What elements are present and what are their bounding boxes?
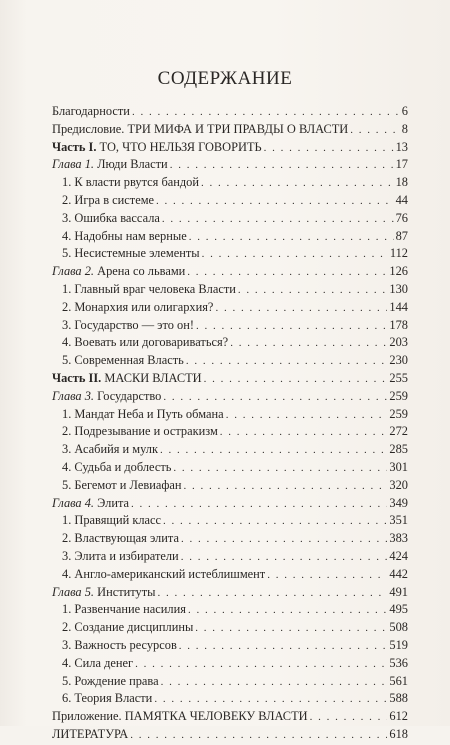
toc-subentry (52, 673, 408, 691)
toc-page-number: 508 (389, 620, 408, 635)
toc-entry-label (62, 174, 199, 192)
toc-subentry (52, 548, 408, 566)
toc-entry-label (52, 726, 128, 744)
toc-entry-text: 1. Правящий класс (62, 513, 162, 528)
toc-entry-text: 3. Важность ресурсов (62, 637, 177, 652)
toc-entry-text: 4. Надобны нам верные (62, 228, 187, 243)
toc-entry-text: 2. Подрезывание и остракизм (62, 424, 218, 439)
toc-subentry (52, 281, 408, 299)
toc-entry-text: 1. Мандат Неба и Путь обмана (62, 406, 224, 421)
toc-part (52, 370, 408, 388)
toc-subentry (52, 406, 408, 424)
toc-leader-dots (162, 211, 394, 229)
toc-chapter (52, 495, 408, 513)
toc-subentry (52, 441, 408, 459)
toc-entry-label (52, 708, 308, 726)
toc-page-number: 588 (389, 691, 408, 706)
toc-subentry (52, 174, 408, 192)
toc-page-number: 351 (389, 513, 408, 528)
toc-entry-text: 5. Современная Власть (62, 353, 184, 368)
toc-page-number: 130 (389, 281, 408, 296)
toc-page-number: 203 (389, 335, 408, 350)
toc-leader-dots (135, 656, 387, 674)
toc-leader-dots (154, 691, 387, 709)
toc-page-number: 561 (389, 673, 408, 688)
toc-entry-text: 1. Развенчание насилия (62, 602, 186, 617)
toc-entry-label (62, 423, 218, 441)
toc-leader-dots (163, 389, 387, 407)
toc-entry-text: 4. Воевать или договариваться? (62, 335, 229, 350)
toc-page-number: 178 (389, 317, 408, 332)
toc-subentry (52, 566, 408, 584)
toc-entry-label (52, 388, 161, 406)
toc-entry-text: ЛИТЕРАТУРА (52, 726, 129, 741)
toc-entry-label (62, 637, 177, 655)
toc-chapter (52, 156, 408, 174)
toc-entry-label (52, 263, 185, 281)
toc-page-number: 383 (389, 531, 408, 546)
toc-entry-text: МАСКИ ВЛАСТИ (101, 370, 202, 385)
toc-page-number: 424 (389, 548, 408, 563)
toc-entry (52, 708, 408, 726)
toc-leader-dots (230, 335, 387, 353)
toc-entry-label (52, 495, 129, 513)
toc-entry-label (62, 210, 160, 228)
toc-leader-dots (310, 709, 388, 727)
toc-subentry (52, 423, 408, 441)
toc-page-number: 44 (395, 192, 408, 207)
toc-entry-text: 2. Создание дисциплины (62, 620, 194, 635)
toc-entry-text: 3. Асабийя и мулк (62, 442, 158, 457)
toc-page-number: 259 (389, 406, 408, 421)
toc-entry-label (62, 334, 228, 352)
toc-page-number: 519 (389, 637, 408, 652)
toc-entry-label (62, 601, 186, 619)
toc-page-number: 230 (389, 353, 408, 368)
toc-page-number: 13 (395, 139, 408, 154)
toc-page-number: 618 (389, 726, 408, 741)
toc-entry-label (62, 459, 171, 477)
toc-leader-dots (226, 407, 388, 425)
toc-entry-label (62, 406, 224, 424)
toc-entry-label (52, 121, 348, 139)
toc-entry-label (62, 441, 158, 459)
toc-leader-dots (186, 353, 388, 371)
toc-leader-dots (202, 246, 388, 264)
toc-leader-dots (201, 175, 394, 193)
toc-page-number: 8 (401, 121, 408, 136)
toc-chapter (52, 263, 408, 281)
toc-page-number: 144 (389, 299, 408, 314)
toc-subentry (52, 228, 408, 246)
toc-subentry (52, 690, 408, 708)
toc-page-number: 76 (395, 210, 408, 225)
toc-entry-text: 2. Монархия или олигархия? (62, 299, 214, 314)
toc-entry-prefix: Глава 2. (52, 264, 95, 279)
toc-entry-text: 3. Государство — это он! (62, 317, 194, 332)
toc-entry-text: 2. Властвующая элита (62, 531, 179, 546)
toc-entry-label (62, 192, 154, 210)
toc-subentry (52, 477, 408, 495)
toc-entry-prefix: Часть II. (52, 370, 102, 385)
toc-leader-dots (187, 264, 387, 282)
toc-page-number: 442 (389, 566, 408, 581)
toc-entry (52, 103, 408, 121)
toc-page-number: 272 (389, 424, 408, 439)
toc-entry-text: 5. Рождение права (62, 673, 159, 688)
toc-entry-text: 4. Сила денег (62, 655, 134, 670)
toc-page-number: 112 (389, 246, 408, 261)
toc-leader-dots (130, 727, 387, 745)
toc-leader-dots (220, 424, 388, 442)
toc-leader-dots (160, 442, 387, 460)
toc-page-number: 126 (389, 264, 408, 279)
toc-page-number: 495 (389, 602, 408, 617)
toc-leader-dots (173, 460, 387, 478)
toc-entry-text: Государство (94, 388, 162, 403)
toc-entry-label (62, 655, 133, 673)
toc-subentry (52, 317, 408, 335)
toc-leader-dots (184, 478, 388, 496)
toc-subentry (52, 459, 408, 477)
toc-entry-text: 5. Несистемные элементы (62, 246, 200, 261)
toc-chapter (52, 388, 408, 406)
toc-leader-dots (170, 157, 394, 175)
toc-leader-dots (189, 229, 394, 247)
toc-leader-dots (157, 585, 387, 603)
toc-entry-text: ТО, ЧТО НЕЛЬЗЯ ГОВОРИТЬ (96, 139, 262, 154)
toc-leader-dots (196, 318, 387, 336)
toc-subentry (52, 210, 408, 228)
toc-entry-text: 4. Англо-американский истеблишмент (62, 566, 266, 581)
toc-leader-dots (204, 371, 388, 389)
toc-entry-prefix: Глава 5. (52, 584, 95, 599)
toc-entry-text: Приложение. ПАМЯТКА ЧЕЛОВЕКУ ВЛАСТИ (52, 709, 308, 724)
toc-entry-label (62, 619, 193, 637)
page-title: СОДЕРЖАНИЕ (157, 68, 293, 89)
toc-entry-text: Предисловие. ТРИ МИФА И ТРИ ПРАВДЫ О ВЛАСТИ (52, 121, 349, 136)
toc-subentry (52, 637, 408, 655)
toc-entry-prefix: Часть I. (52, 139, 97, 154)
toc-leader-dots (163, 513, 387, 531)
toc-entry-text: Институты (94, 584, 156, 599)
toc-entry-text: 1. К власти рвутся бандой (62, 175, 200, 190)
toc-leader-dots (238, 282, 388, 300)
toc-subentry (52, 192, 408, 210)
toc-leader-dots (161, 674, 388, 692)
toc-chapter (52, 584, 408, 602)
toc-entry-label (62, 690, 152, 708)
toc-leader-dots (195, 620, 387, 638)
toc-entry-label (62, 512, 161, 530)
toc-page-number: 6 (401, 104, 408, 118)
toc-page-number: 17 (395, 157, 408, 172)
toc-page-number: 320 (389, 477, 408, 492)
toc-page-number: 87 (395, 228, 408, 243)
toc-entry-prefix: Глава 1. (52, 157, 95, 172)
toc-page-number: 349 (389, 495, 408, 510)
toc-entry-label (62, 673, 159, 691)
toc-entry (52, 121, 408, 139)
toc-part (52, 139, 408, 157)
toc-entry-label (62, 299, 213, 317)
toc-subentry (52, 512, 408, 530)
toc-page-number: 612 (389, 709, 408, 724)
toc-entry-text: 5. Бегемот и Левиафан (62, 477, 182, 492)
toc-entry-text: 1. Главный враг человека Власти (62, 281, 236, 296)
toc-entry-text: 2. Игра в системе (62, 192, 155, 207)
toc-leader-dots (131, 496, 387, 514)
toc-page-number: 18 (395, 175, 408, 190)
toc-entry-label (62, 281, 236, 299)
toc-entry-prefix: Глава 3. (52, 388, 95, 403)
toc-entry-label (62, 548, 179, 566)
toc-leader-dots (181, 531, 387, 549)
toc-leader-dots (267, 567, 387, 585)
toc-leader-dots (181, 549, 388, 567)
toc-entry-label (62, 245, 200, 263)
toc-entry-label (52, 370, 202, 388)
toc-subentry (52, 530, 408, 548)
toc-entry-text: Арена со львами (94, 264, 186, 279)
toc-entry-label (62, 228, 187, 246)
toc-entry-label (52, 584, 155, 602)
toc-leader-dots (156, 193, 394, 211)
toc-entry-label (62, 530, 179, 548)
toc-entry-text: 3. Ошибка вассала (62, 210, 160, 225)
toc-subentry (52, 655, 408, 673)
toc-entry-label (62, 477, 182, 495)
toc-page-number: 285 (389, 442, 408, 457)
toc-subentry (52, 299, 408, 317)
toc-entry-text: Благодарности (52, 104, 130, 118)
toc-leader-dots (264, 140, 394, 158)
toc-leader-dots (179, 638, 388, 656)
toc-leader-dots (350, 122, 400, 140)
toc-entry-label (62, 352, 184, 370)
toc-subentry (52, 619, 408, 637)
toc-entry-label (52, 103, 130, 121)
toc-page-number: 536 (389, 655, 408, 670)
toc-entry-text: 4. Судьба и доблесть (62, 459, 172, 474)
toc-entry-label (62, 317, 194, 335)
toc-entry-text: 6. Теория Власти (62, 691, 153, 706)
toc-page-number: 255 (389, 370, 408, 385)
toc-entry-prefix: Глава 4. (52, 495, 95, 510)
toc-leader-dots (132, 104, 400, 122)
toc-entry-label (52, 156, 168, 174)
toc-entry-text: Элита (94, 495, 130, 510)
toc-subentry (52, 245, 408, 263)
toc-entry (52, 726, 408, 744)
table-of-contents (52, 103, 408, 744)
toc-leader-dots (188, 602, 387, 620)
toc-leader-dots (215, 300, 387, 318)
toc-page-number: 491 (389, 584, 408, 599)
toc-page-number: 301 (389, 459, 408, 474)
toc-entry-label (62, 566, 265, 584)
toc-subentry (52, 352, 408, 370)
toc-entry-label (52, 139, 262, 157)
toc-entry-text: 3. Элита и избиратели (62, 548, 179, 563)
toc-page-number: 259 (389, 388, 408, 403)
toc-entry-text: Люди Власти (94, 157, 168, 172)
toc-subentry (52, 601, 408, 619)
toc-subentry (52, 334, 408, 352)
